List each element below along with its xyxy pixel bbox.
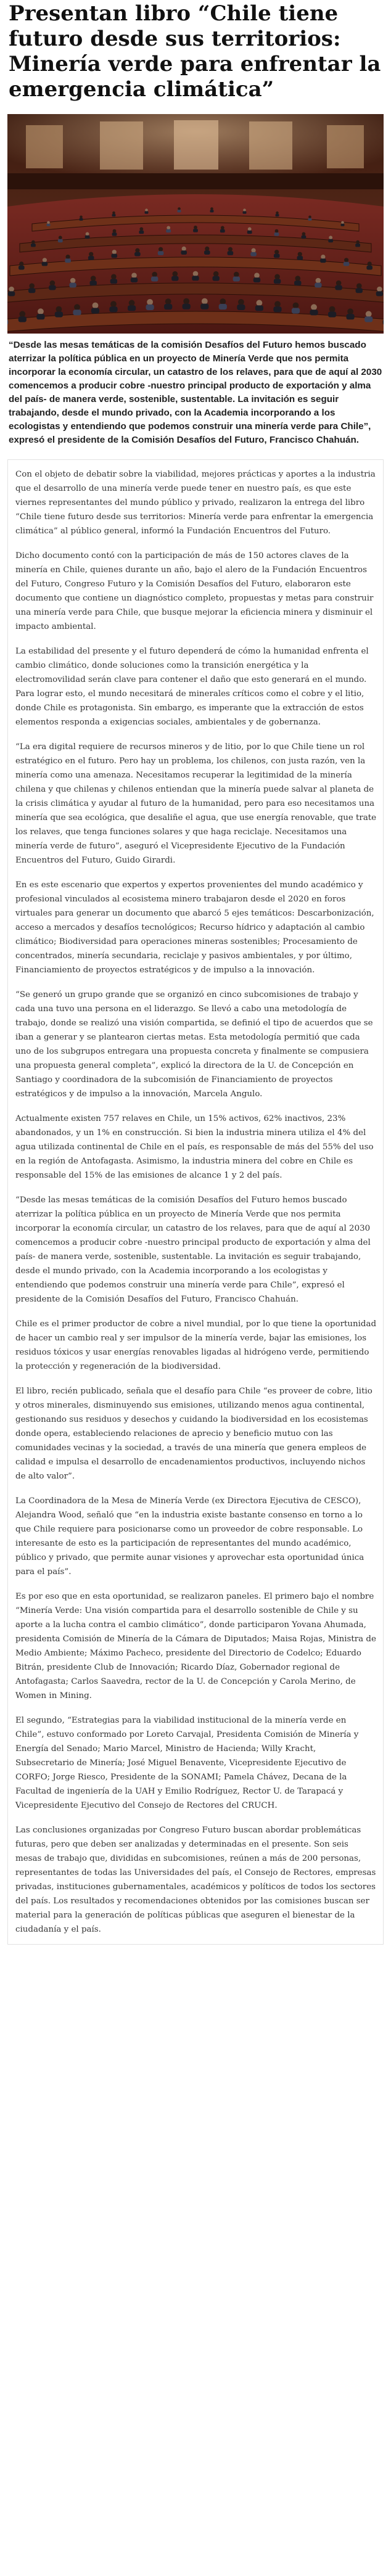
body-paragraph: “La era digital requiere de recursos mineros y de litio, por lo que Chile tiene un rol estratégico en el futuro. Pero hay un problema, los chilenos, con justa razón, ven la minería como una amenaza. Necesitamos recuperar la legitimidad de la minería chilena y que chilenas y chilenos entiendan que la minería puede salvar al planeta de la crisis climática y ayudar al futuro de la humanidad, pero para eso necesitamos una minería que sea ecológica, que desaliñe el agua, que use energía renovable, que trate los relaves, que tenga funciones solares y que haga reciclaje. Necesitamos una minería verde de futuro”, aseguró el Vicepresidente Ejecutivo de la Fundación Encuentros del Futuro, Guido Girardi. — [15, 742, 377, 865]
body-paragraph: Con el objeto de debatir sobre la viabilidad, mejores prácticas y aportes a la industria que el desarrollo de una minería verde puede tener en nuestro país, es que este viernes representantes del mundo público y privado, realizaron la entrega del libro “Chile tiene futuro desde sus territorios: Minería verde para enfrentar la emergencia climática” al público general, informó la Fundación Encuentros del Futuro. — [15, 470, 376, 536]
senate-chamber-photo — [7, 114, 384, 334]
article-headline: Presentan libro “Chile tiene futuro desde sus territorios: Minería verde para enfrentar la emergencia climática” — [9, 1, 381, 102]
article-photo — [7, 114, 384, 334]
photo-caption: “Desde las mesas temáticas de la comisión Desafíos del Futuro hemos buscado aterrizar la política pública en un proyecto de Minería Verde que nos permita incorporar la economía circular, un catastro de los relaves, para que de aquí al 2030 comencemos a producir cobre -nuestro principal producto de exportación y alma del país- de manera verde, sostenible, sustentable. La invitación es seguir trabajando, desde el mundo privado, con la Academia incorporando a los ecologistas y entendiendo que podemos construir una minería verde para Chile”, expresó el presidente de la Comisión Desafíos del Futuro, Francisco Chahuán. — [9, 340, 382, 445]
body-paragraph: “Desde las mesas temáticas de la comisión Desafíos del Futuro hemos buscado aterrizar la política pública en un proyecto de Minería Verde que nos permita incorporar la economía circular, un catastro de los relaves, para que de aquí al 2030 comencemos a producir cobre -nuestro principal producto de exportación y alma del país- de manera verde, sostenible, sustentable. La invitación es seguir trabajando, desde el mundo privado, con la Academia incorporando a los ecologistas y entendiendo que podemos construir una minería verde para Chile”, expresó el presidente de la Comisión Desafíos del Futuro, Francisco Chahuán. — [15, 1196, 371, 1304]
article-body — [7, 459, 384, 1945]
body-paragraph: La estabilidad del presente y el futuro dependerá de cómo la humanidad enfrenta el cambio climático, donde soluciones como la transición energética y la electromovilidad serán clave para contener el daño que esto generará en el mundo. Para lograr esto, el mundo necesitará de minerales críticos como el cobre y el litio, donde Chile es protagonista. Sin embargo, es imperante que la extracción de estos elementos responda a exigencias sociales, ambientales y de gobernanza. — [15, 647, 369, 727]
body-paragraph: Dicho documento contó con la participación de más de 150 actores claves de la minería en Chile, quienes durante un año, bajo el alero de la Fundación Encuentros del Futuro, Congreso Futuro y la Comisión Desafíos del Futuro, elaboraron este documento que contiene un diagnóstico completo, propuestas y metas para construir una minería verde para Chile, que busque mejorar la eficiencia minera y disminuir el impacto ambiental. — [15, 551, 374, 631]
body-paragraph: Actualmente existen 757 relaves en Chile, un 15% activos, 62% inactivos, 23% abandonados, y un 1% en construcción. Si bien la industria minera utiliza el 4% del agua utilizada continental de Chile en el país, es responsable de más del 55% del uso en la región de Antofagasta. Asimismo, la industria minera del cobre en Chile es responsable del 15% de las emisiones de alcance 1 y 2 del país. — [15, 1114, 374, 1180]
body-paragraph: El libro, recién publicado, señala que el desafío para Chile “es proveer de cobre, litio y otros minerales, disminuyendo sus emisiones, utilizando menos agua continental, gestionando sus residuos y desechos y cuidando la biodiversidad en los ecosistemas donde opera, estableciendo relaciones de aprecio y beneficio mutuo con las comunidades vecinas y la sociedad, a través de una minería que genera empleos de calidad e impulsa el desarrollo de encadenamientos productivos, incluyendo nichos de alto valor”. — [15, 1387, 372, 1481]
body-paragraph: Chile es el primer productor de cobre a nivel mundial, por lo que tiene la oportunidad de hacer un cambio real y ser impulsor de la minería verde, bajar las emisiones, los residuos tóxicos y usar energías renovables ligadas al hidrógeno verde, permitiendo la protección y regeneración de la biodiversidad. — [15, 1319, 377, 1371]
gallery-rail — [7, 173, 384, 189]
body-paragraph: Las conclusiones organizadas por Congreso Futuro buscan abordar problemáticas futuras, pero que deben ser analizadas y determinadas en el presente. Son seis mesas de trabajo que, divididas en subcomisiones, reúnen a más de 200 personas, representantes de todas las Universidades del país, el Consejo de Rectores, empresas privadas, instituciones gubernamentales, académicos y políticos de todos los sectores del país. Los resultados y recomendaciones obtenidos por las comisiones buscan ser material para la generación de políticas públicas que aseguren el bienestar de la ciudadanía y el país. — [15, 1826, 376, 1934]
body-paragraph: La Coordinadora de la Mesa de Minería Verde (ex Directora Ejecutiva de CESCO), Alejandra Wood, señaló que “en la industria existe bastante consenso en torno a lo que Chile requiere para posicionarse como un proveedor de cobre responsable. Lo interesante de esto es la participación de representantes del mundo académico, público y privado, que permite aunar visiones y aprovechar esta oportunidad única para el país”. — [15, 1496, 364, 1577]
body-paragraph: “Se generó un grupo grande que se organizó en cinco subcomisiones de trabajo y cada una tuvo una persona en el liderazgo. Se llevó a cabo una metodología de trabajo, donde se realizó una visión compartida, se definió el tipo de acuerdos que se iban a generar y se plantearon ciertas metas. Esta metodología permitió que cada uno de los subgrupos entregara una propuesta concreta y finalmente se compusiera una propuesta general completa”, explicó la directora de la U. de Concepción en Santiago y coordinadora de la subcomisión de Financiamiento de proyectos estratégicos y de impulso a la innovación, Marcela Angulo. — [15, 990, 373, 1099]
body-paragraph: Es por eso que en esta oportunidad, se realizaron paneles. El primero bajo el nombre “Minería Verde: Una visión compartida para el desarrollo sostenible de Chile y su aporte a la lucha contra el cambio climático”, donde participaron Yovana Ahumada, presidenta Comisión de Minería de la Cámara de Diputados; Maisa Rojas, Ministra de Medio Ambiente; Máximo Pacheco, presidente del Directorio de Codelco; Eduardo Bitrán, presidente Club de Innovación; Ricardo Díaz, Gobernador regional de Antofagasta; Carlos Saavedra, rector de la U. de Concepción y Carola Merino, de Women in Mining. — [15, 1592, 376, 1700]
body-paragraph: El segundo, “Estrategias para la viabilidad institucional de la minería verde en Chile”, estuvo conformado por Loreto Carvajal, Presidenta Comisión de Minería y Energía del Senado; Mario Marcel, Ministro de Hacienda; Willy Kracht, Subsecretario de Minería; José Miguel Benavente, Vicepresidente Ejecutivo de CORFO; Jorge Riesco, Presidente de la SONAMI; Pamela Chávez, Decana de la Facultad de ingeniería de la UAH y Emilio Rodríguez, Rector U. de Tarapacá y Vicepresidente Ejecutivo del Consejo de Rectores del CRUCH. — [15, 1716, 359, 1810]
body-paragraph: En es este escenario que expertos y expertos provenientes del mundo académico y profesional vinculados al ecosistema minero trabajaron desde el 2020 en foros virtuales para generar un documento que abarcó 5 ejes temáticos: Descarbonización, acceso a mercados y desafíos tecnológicos; Recurso hídrico y adaptación al cambio climático; Biodiversidad para operaciones mineras sostenibles; Procesamiento de concentrados, minería secundaria, reciclaje y pasivos ambientales, y por último, Financiamiento de proyectos estratégicos y de impulso a la innovación. — [15, 880, 374, 975]
